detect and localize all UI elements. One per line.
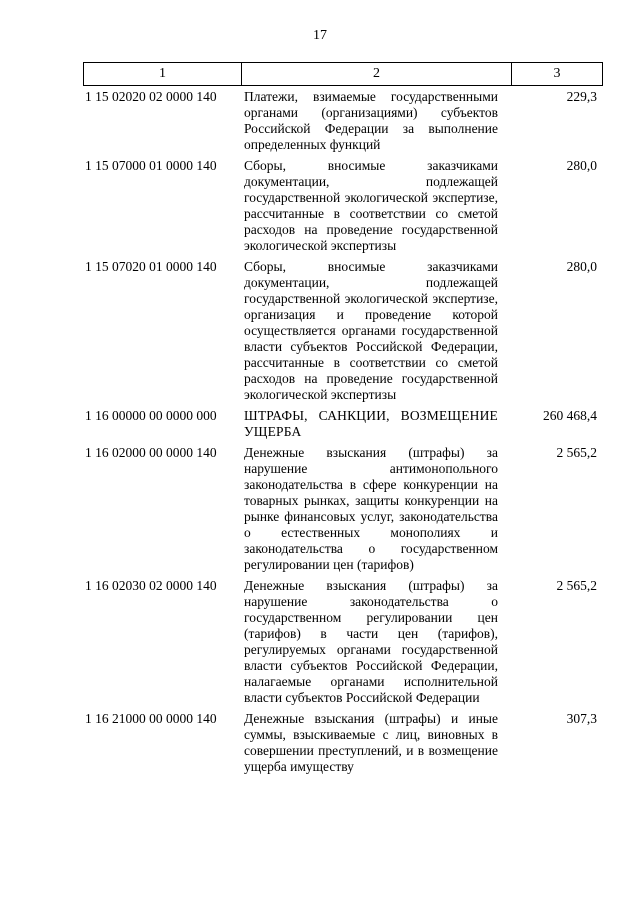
budget-code: 1 15 07020 01 0000 140 — [85, 259, 217, 274]
table-row — [83, 89, 603, 153]
amount: 229,3 — [566, 89, 597, 104]
budget-code: 1 16 02000 00 0000 140 — [85, 445, 217, 460]
revenue-name: Сборы, вносимые заказчиками документации, подлежащей государственной экологической экспертизе, организация и проведение которой осуществляется органами государственной власти субъектов Российской Федерации, рассчитанные в соответствии со сметой расходов на проведение государственной экологической экспертизы — [244, 259, 498, 402]
budget-table-body — [83, 89, 603, 780]
amount: 260 468,4 — [543, 408, 597, 423]
amount: 280,0 — [566, 259, 597, 274]
revenue-name: Платежи, взимаемые государственными органами (организациями) субъектов Российской Федерации за выполнение определенных функций — [244, 89, 498, 152]
page-number: 17 — [313, 28, 327, 43]
revenue-name: Денежные взыскания (штрафы) и иные суммы, взыскиваемые с лиц, виновных в совершении преступлений, и в возмещение ущерба имуществу — [244, 711, 498, 774]
budget-code: 1 16 21000 00 0000 140 — [85, 711, 217, 726]
budget-code: 1 16 00000 00 0000 000 — [85, 408, 217, 423]
column-header-1: 1 — [84, 63, 242, 86]
table-row — [83, 259, 603, 403]
revenue-name: Денежные взыскания (штрафы) за нарушение антимонопольного законодательства в сфере конкуренции на товарных рынках, защиты конкуренции на рынке финансовых услуг, законодательства о естественных монополиях и законодательства о государственном регулировании цен (тарифов) — [244, 445, 498, 572]
budget-code: 1 16 02030 02 0000 140 — [85, 578, 217, 593]
column-header-2: 2 — [242, 63, 512, 86]
table-row — [83, 408, 603, 440]
budget-code: 1 15 07000 01 0000 140 — [85, 158, 217, 173]
column-header-3: 3 — [512, 63, 603, 86]
table-row — [83, 711, 603, 775]
revenue-name: Сборы, вносимые заказчиками документации, подлежащей государственной экологической экспертизе, рассчитанные в соответствии со сметой расходов на проведение государственной экологической экспертизы — [244, 158, 498, 253]
column-header-row — [83, 62, 603, 86]
revenue-name: Денежные взыскания (штрафы) за нарушение законодательства о государственном регулировании цен (тарифов) в части цен (тарифов), регулируемых органами государственной власти субъектов Российской Федерации, налагаемые органами исполнительной власти субъектов Российской Федерации — [244, 578, 498, 705]
table-row — [83, 445, 603, 573]
revenue-name: ШТРАФЫ, САНКЦИИ, ВОЗМЕЩЕНИЕ УЩЕРБА — [244, 408, 498, 439]
budget-code: 1 15 02020 02 0000 140 — [85, 89, 217, 104]
table-row — [83, 578, 603, 706]
amount: 307,3 — [566, 711, 597, 726]
table-row — [83, 158, 603, 254]
amount: 280,0 — [566, 158, 597, 173]
amount: 2 565,2 — [556, 578, 597, 593]
amount: 2 565,2 — [556, 445, 597, 460]
